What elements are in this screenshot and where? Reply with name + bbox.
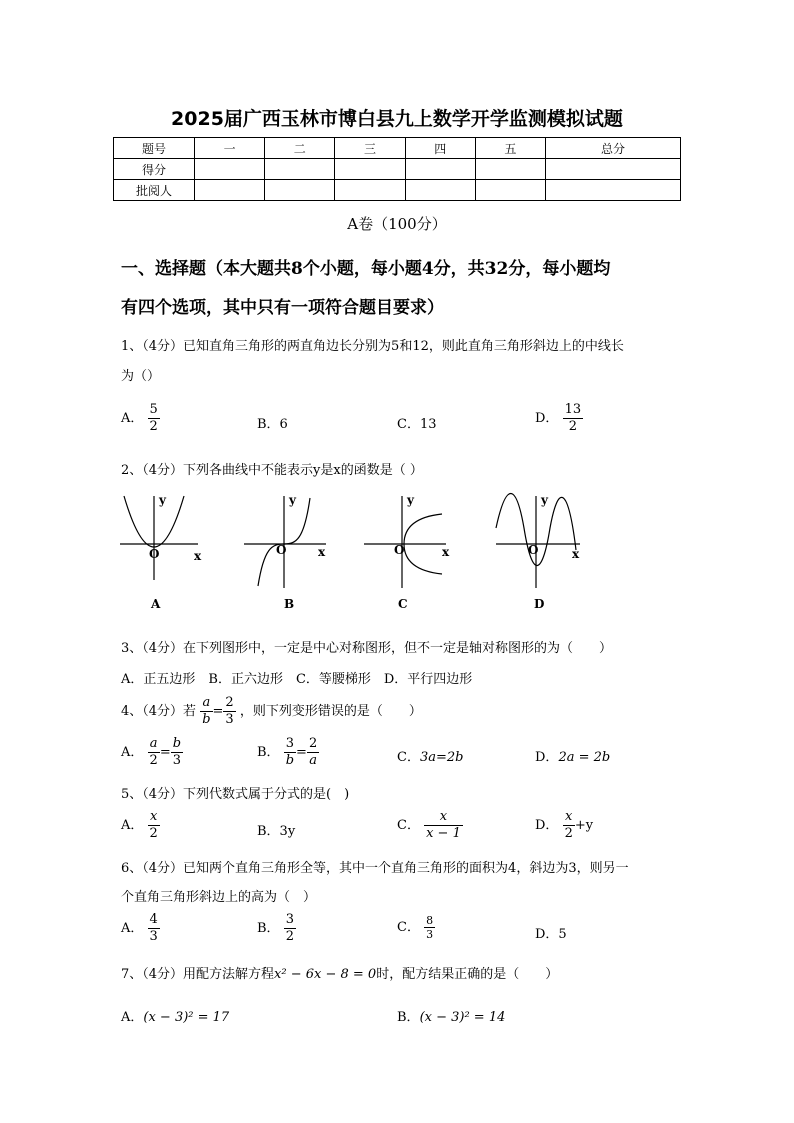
graph-d-origin: O — [528, 543, 539, 557]
question-1-line1: 1、（4分）已知直角三角形的两直角边长分别为5和12，则此直角三角形斜边上的中线长 — [121, 339, 624, 354]
question-5-text: 5、（4分）下列代数式属于分式的是( ) — [121, 787, 350, 802]
q1-option-d: D． $\frac{13}{2}$ — [535, 402, 582, 434]
graph-a-x: x — [194, 549, 202, 563]
q1-option-a: A． $\frac{5}{2}$ — [121, 402, 158, 434]
q6-option-c: C． $\frac{8}{3}$ — [397, 914, 434, 941]
graph-a — [120, 496, 198, 580]
table-cell — [335, 180, 405, 201]
q7-option-a: A．(x − 3)² = 17 — [121, 1010, 230, 1025]
question-3-options: A．正五边形 B．正六边形 C．等腰梯形 D．平行四边形 — [121, 672, 473, 687]
q5-option-d: D． $\frac{x}{2}$ +y — [535, 809, 594, 841]
table-cell: 一 — [195, 138, 265, 159]
exam-title: 2025届广西玉林市博白县九上数学开学监测模拟试题 — [171, 108, 623, 130]
q4-option-a: A． $\frac{a}{2}$ = $\frac{b}{3}$ — [121, 736, 182, 768]
table-cell: 总分 — [546, 138, 681, 159]
graph-c-y: y — [407, 493, 414, 507]
table-cell — [195, 180, 265, 201]
table-cell: 批阅人 — [114, 180, 195, 201]
question-4-text: 4、（4分）若 $\frac{a}{b}$ = $\frac{2}{3}$ ，则下列变形错误的是（ ） — [121, 695, 422, 727]
q2-function-graphs — [112, 488, 592, 616]
graph-a-y: y — [159, 493, 166, 507]
q5-option-a: A． $\frac{x}{2}$ — [121, 809, 158, 841]
table-cell — [475, 180, 545, 201]
table-row — [114, 180, 681, 201]
table-row — [114, 138, 681, 159]
table-cell: 题号 — [114, 138, 195, 159]
graph-b-x: x — [318, 545, 326, 559]
graph-d — [496, 494, 580, 589]
q7-option-b: B．(x − 3)² = 14 — [397, 1010, 506, 1025]
table-row — [114, 159, 681, 180]
table-cell: 四 — [405, 138, 475, 159]
table-cell — [546, 180, 681, 201]
q4-option-c: C．3a=2b — [397, 750, 464, 765]
table-cell — [265, 159, 335, 180]
question-2-text: 2、（4分）下列各曲线中不能表示y是x的函数是（ ） — [121, 463, 423, 478]
table-cell: 二 — [265, 138, 335, 159]
q6-option-a: A． $\frac{4}{3}$ — [121, 912, 158, 944]
section-heading-line1: 一、选择题（本大题共8个小题，每小题4分，共32分，每小题均 — [121, 259, 611, 279]
question-1-line2: 为（） — [121, 369, 161, 384]
question-6-line2: 个直角三角形斜边上的高为（ ） — [121, 890, 317, 905]
graph-label-d: D — [534, 597, 545, 611]
q6-option-d: D．5 — [535, 927, 567, 942]
graph-label-b: B — [284, 597, 295, 611]
table-cell — [335, 159, 405, 180]
graph-c — [364, 496, 446, 588]
table-cell — [405, 180, 475, 201]
graph-c-x: x — [442, 545, 450, 559]
q1-option-b: B．6 — [257, 417, 288, 432]
q4-option-d: D．2a = 2b — [535, 750, 611, 765]
q5-option-c: C． $\frac{x}{x - 1}$ — [397, 809, 461, 841]
q4-option-b: B． $\frac{3}{b}$ = $\frac{2}{a}$ — [257, 736, 318, 768]
table-cell — [405, 159, 475, 180]
graph-d-y: y — [541, 493, 548, 507]
table-cell — [475, 159, 545, 180]
table-cell — [195, 159, 265, 180]
graph-b-y: y — [289, 493, 296, 507]
graph-c-origin: O — [394, 543, 405, 557]
graph-d-x: x — [572, 547, 580, 561]
graph-b — [244, 496, 326, 588]
table-cell: 三 — [335, 138, 405, 159]
q1-option-c: C．13 — [397, 417, 437, 432]
q5-option-b: B．3y — [257, 824, 296, 839]
question-7-text: 7、（4分）用配方法解方程x² − 6x − 8 = 0时，配方结果正确的是（ ） — [121, 967, 559, 982]
question-6-line1: 6、（4分）已知两个直角三角形全等，其中一个直角三角形的面积为4，斜边为3，则另一 — [121, 861, 629, 876]
section-heading-line2: 有四个选项，其中只有一项符合题目要求） — [121, 298, 444, 318]
graph-b-origin: O — [276, 543, 287, 557]
table-cell — [546, 159, 681, 180]
graph-a-origin: O — [149, 547, 160, 561]
table-cell: 得分 — [114, 159, 195, 180]
section-subtitle: A卷（100分） — [347, 215, 447, 233]
table-cell: 五 — [475, 138, 545, 159]
question-3-text: 3、（4分）在下列图形中，一定是中心对称图形，但不一定是轴对称图形的为（ ） — [121, 641, 613, 656]
graph-label-c: C — [398, 597, 408, 611]
q6-option-b: B． $\frac{3}{2}$ — [257, 912, 294, 944]
graph-label-a: A — [151, 597, 161, 611]
score-table — [113, 137, 681, 201]
table-cell — [265, 180, 335, 201]
